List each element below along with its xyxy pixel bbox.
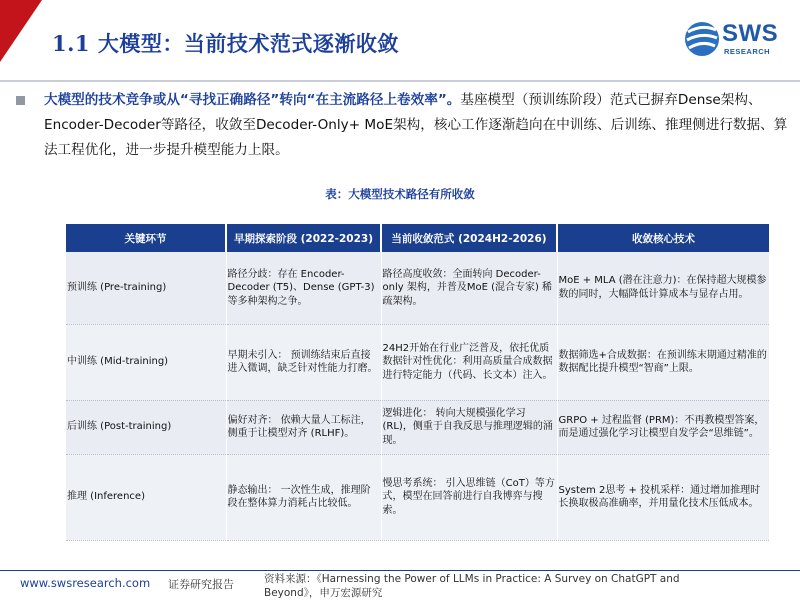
table-row [66, 454, 769, 540]
table-cell: MoE + MLA (潜在注意力)：在保持超大规模参数的同时，大幅降低计算成本与显存占用。 [557, 252, 769, 324]
footer-website-link[interactable]: www.swsresearch.com [20, 576, 151, 590]
logo-subtitle: RESEARCH [724, 47, 771, 56]
table-cell: 中训练 (Mid-training) [66, 324, 226, 400]
footer-divider [0, 570, 800, 571]
header-cell: 收敛核心技术 [557, 224, 769, 252]
table-cell: 后训练 (Post-training) [66, 400, 226, 454]
intro-paragraph [44, 88, 794, 163]
sws-logo [684, 18, 788, 60]
table-row [66, 324, 769, 400]
tech-path-table [66, 224, 770, 541]
page-title: 1.1 大模型：当前技术范式逐渐收敛 [52, 31, 399, 56]
table-cell: 静态输出： 一次性生成，推理阶段在整体算力消耗占比较低。 [226, 454, 381, 540]
table-row [66, 252, 769, 324]
logo-emblem-icon [684, 18, 720, 60]
logo-wordmark: SWS [722, 20, 779, 47]
table-caption: 表：大模型技术路径有所收敛 [325, 187, 475, 201]
table-cell: 预训练 (Pre-training) [66, 252, 226, 324]
header-cell: 早期探索阶段 (2022-2023) [226, 224, 381, 252]
table-cell: 数据筛选+合成数据：在预训练末期通过精准的数据配比提升模型“智商”上限。 [557, 324, 769, 400]
table-cell: System 2思考 + 投机采样：通过增加推理时长换取极高准确率，并用量化技术压低成本。 [557, 454, 769, 540]
footer-report-tag: 证券研究报告 [168, 578, 234, 591]
table-cell: 路径高度收敛：全面转向 Decoder-only 架构，并普及MoE (混合专家) 稀疏架构。 [381, 252, 557, 324]
table-cell: 慢思考系统： 引入思维链（CoT）等方式，模型在回答前进行自我博弈与搜索。 [381, 454, 557, 540]
table-cell: 逻辑进化： 转向大规模强化学习 (RL)，侧重于自我反思与推理逻辑的涌现。 [381, 400, 557, 454]
intro-highlight: 大模型的技术竞争或从“寻找正确路径”转向“在主流路径上卷效率”。 [44, 92, 461, 108]
table-header-row [66, 224, 769, 252]
corner-accent [0, 0, 42, 62]
header-cell: 当前收敛范式 (2024H2-2026) [381, 224, 557, 252]
header-cell: 关键环节 [66, 224, 226, 252]
table-cell: 路径分歧：存在 Encoder-Decoder (T5)、Dense (GPT-3) 等多种架构之争。 [226, 252, 381, 324]
footer-source-note: 资料来源：《Harnessing the Power of LLMs in Practice: A Survey on ChatGPT and Beyond》，申万宏源研究 [264, 573, 680, 599]
table-cell: 推理 (Inference) [66, 454, 226, 540]
bullet-square-icon [16, 96, 25, 105]
title-divider [0, 80, 800, 82]
intro-body: 基座模型（预训练阶段）范式已摒弃Dense架构、Encoder-Decoder等路径，收敛至Decoder-Only+ MoE架构，核心工作逐渐趋向在中训练、后训练、推理侧进行数据、算法工程优化，进一步提升模型能力上限。 [44, 92, 788, 158]
table-cell: GRPO + 过程监督 (PRM)：不再教模型答案，而是通过强化学习让模型自发学会“思维链”。 [557, 400, 769, 454]
table-cell: 24H2开始在行业广泛普及，依托优质数据针对性优化：利用高质量合成数据进行特定能力（代码、长文本）注入。 [381, 324, 557, 400]
table-cell: 早期未引入： 预训练结束后直接进入微调，缺乏针对性能力打磨。 [226, 324, 381, 400]
table-row [66, 400, 769, 454]
table-cell: 偏好对齐： 依赖大量人工标注，侧重于让模型对齐 (RLHF)。 [226, 400, 381, 454]
